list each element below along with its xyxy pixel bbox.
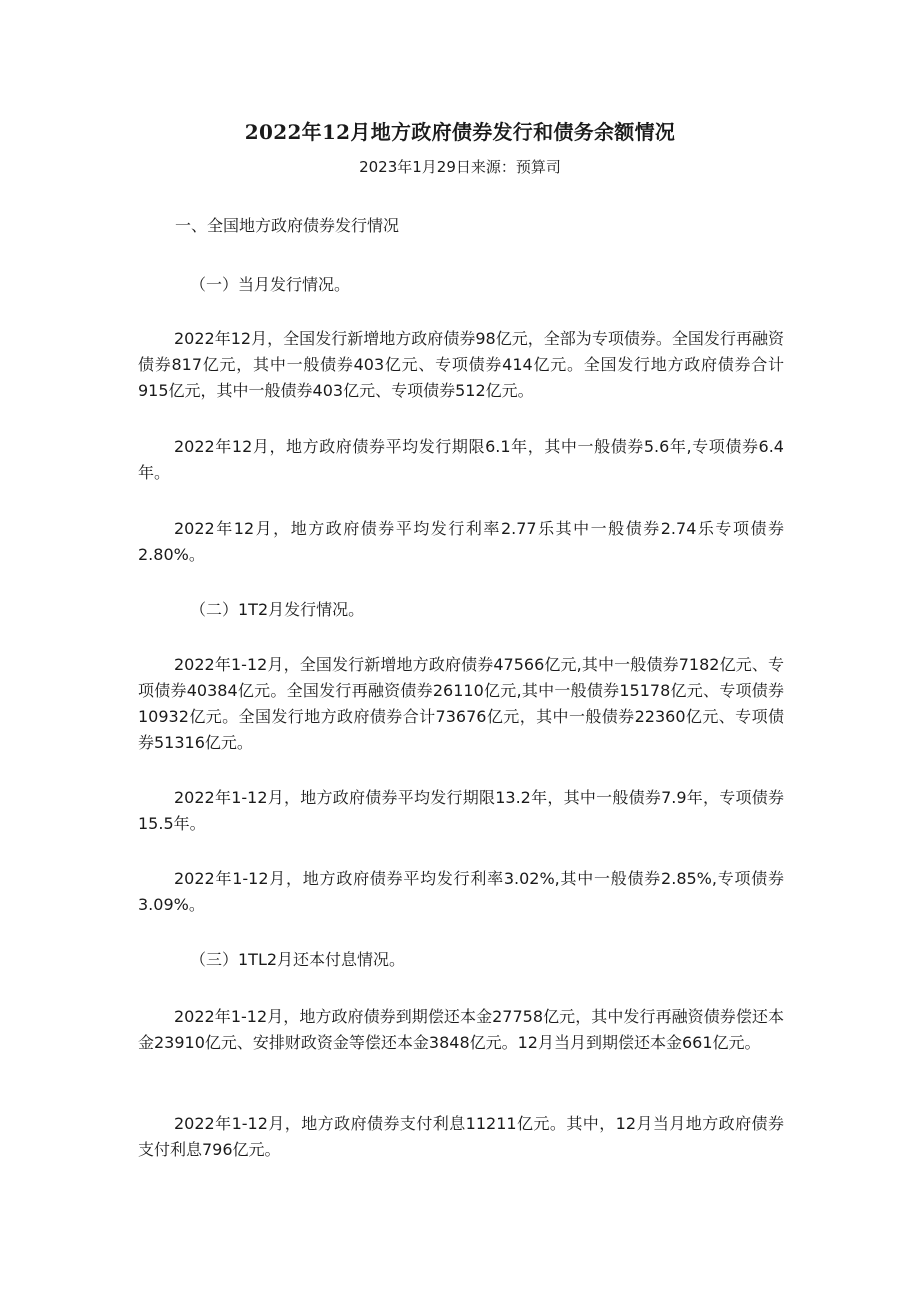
paragraph-monthly-issuance: 2022年12月，全国发行新增地方政府债券98亿元，全部为专项债券。全国发行再融资债券817亿元，其中一般债券403亿元、专项债券414亿元。全国发行地方政府债券合计915亿元，其中一般债券403亿元、专项债券512亿元。 [138,329,784,400]
subsection-heading-repayment: （三）1TL2月还本付息情况。 [190,950,406,969]
paragraph-monthly-rate: 2022年12月，地方政府债券平均发行利率2.77乐其中一般债券2.74乐专项债券2.80%。 [138,519,784,564]
paragraph-annual-issuance: 2022年1-12月，全国发行新增地方政府债券47566亿元,其中一般债券7182亿元、专项债券40384亿元。全国发行再融资债券26110亿元,其中一般债券15178亿元、专项债券10932亿元。全国发行地方政府债券合计73676亿元，其中一般债券22360亿元、专项债券51316亿元。 [138,655,784,752]
paragraph-monthly-term: 2022年12月，地方政府债券平均发行期限6.1年，其中一般债券5.6年,专项债券6.4年。 [138,437,784,482]
paragraph-annual-rate: 2022年1-12月，地方政府债券平均发行利率3.02%,其中一般债券2.85%,专项债券3.09%。 [138,869,784,914]
page-title: 2022年12月地方政府债券发行和债务余额情况 [244,120,676,144]
subsection-heading-annual: （二）1T2月发行情况。 [190,600,365,619]
source-line: 2023年1月29日来源：预算司 [359,158,561,176]
paragraph-annual-term: 2022年1-12月，地方政府债券平均发行期限13.2年，其中一般债券7.9年，专项债券15.5年。 [138,788,784,833]
section-heading-1: 一、全国地方政府债券发行情况 [175,216,400,235]
subsection-heading-monthly: （一）当月发行情况。 [190,275,351,294]
paragraph-principal-repayment: 2022年1-12月，地方政府债券到期偿还本金27758亿元，其中发行再融资债券偿还本金23910亿元、安排财政资金等偿还本金3848亿元。12月当月到期偿还本金661亿元。 [138,1007,784,1052]
paragraph-interest-payment: 2022年1-12月，地方政府债券支付利息11211亿元。其中，12月当月地方政府债券支付利息796亿元。 [138,1114,784,1159]
